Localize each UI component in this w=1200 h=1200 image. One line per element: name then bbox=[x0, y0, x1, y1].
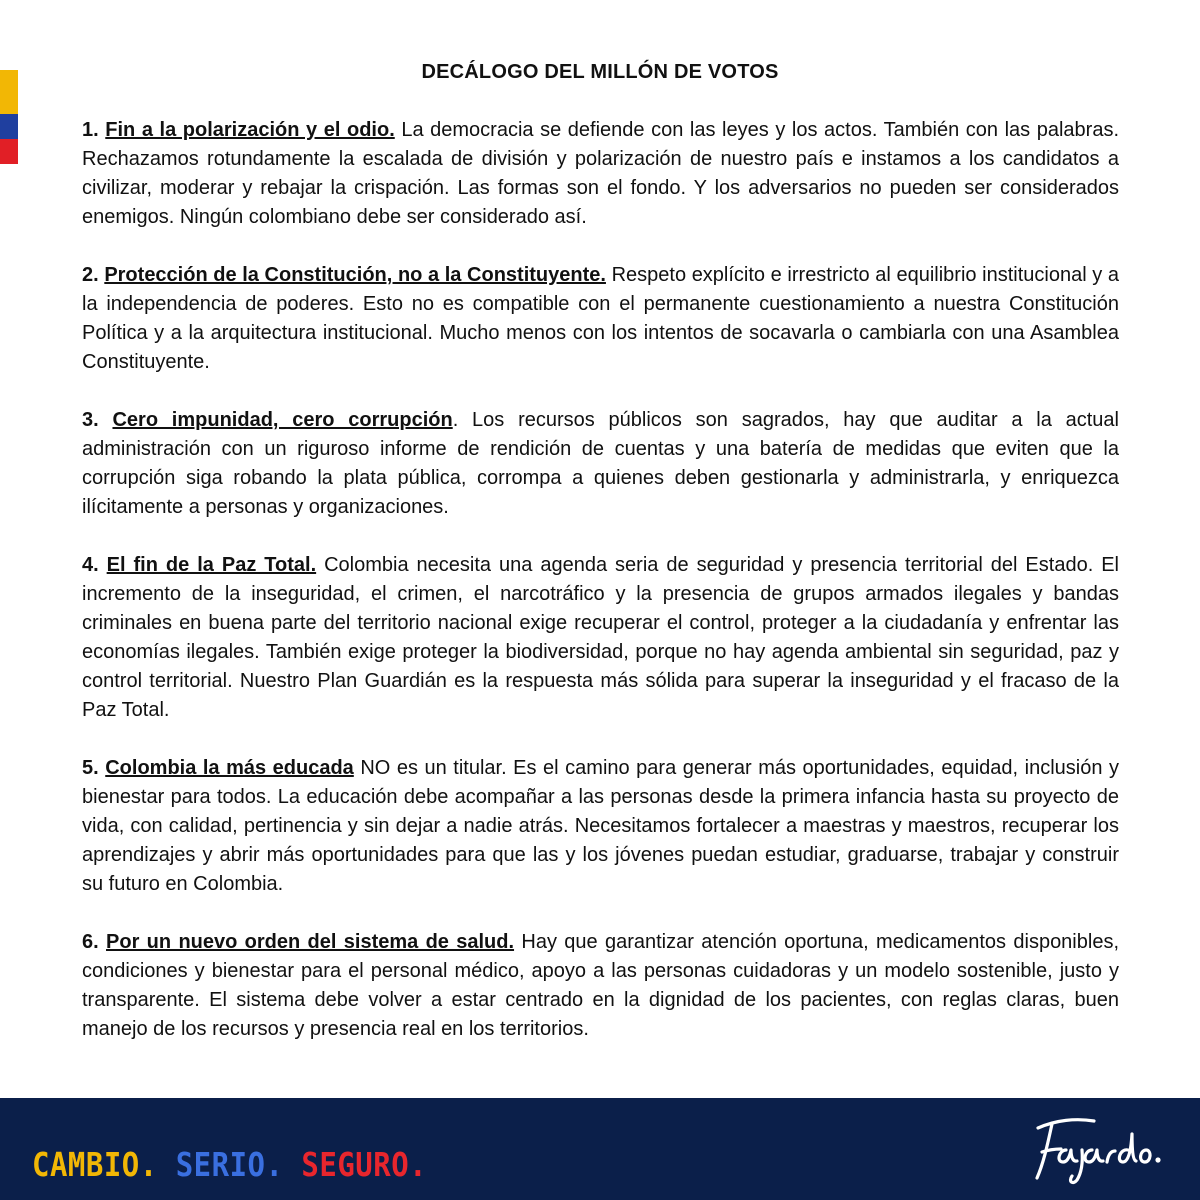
decalogue-item-6 bbox=[82, 928, 1119, 1044]
flag-blue-band bbox=[0, 114, 18, 139]
item-body: La democracia se defiende con las leyes y los actos. También con las palabras. Rechazamos rotundamente la escalada de división y polarización de nuestro país e instamos a los candidatos a civilizar, moderar y rebajar la crispación. Las formas son el fondo. Y los adversarios no pueden ser considerados enemigos. Ningún colombiano debe ser considerado así. bbox=[82, 119, 1119, 228]
flag-red-band bbox=[0, 139, 18, 164]
fajardo-signature-svg bbox=[1028, 1110, 1168, 1188]
item-heading: Fin a la polarización y el odio. bbox=[105, 119, 395, 141]
item-heading: Por un nuevo orden del sistema de salud. bbox=[106, 931, 515, 953]
item-number: 3. bbox=[82, 409, 99, 431]
colombia-flag-stripe bbox=[0, 70, 18, 164]
slogan-word-cambio: CAMBIO. bbox=[32, 1146, 158, 1185]
document-title: DECÁLOGO DEL MILLÓN DE VOTOS bbox=[421, 61, 779, 83]
item-heading: Protección de la Constitución, no a la Constituyente. bbox=[104, 264, 606, 286]
decalogue-item-1 bbox=[82, 116, 1119, 232]
item-number: 2. bbox=[82, 264, 99, 286]
decalogue-item-3 bbox=[82, 406, 1119, 522]
item-number: 1. bbox=[82, 119, 99, 141]
signature-logo bbox=[1028, 1110, 1168, 1193]
item-number: 4. bbox=[82, 554, 99, 576]
decalogue-list bbox=[82, 116, 1119, 1073]
item-heading: Cero impunidad, cero corrupción bbox=[112, 409, 453, 431]
slogan-word-seguro: SEGURO. bbox=[301, 1146, 428, 1185]
decalogue-item-5 bbox=[82, 754, 1119, 899]
item-body: Colombia necesita una agenda seria de seguridad y presencia territorial del Estado. El incremento de la inseguridad, el crimen, el narcotráfico y la presencia de grupos armados ilegales y bandas criminales en buena parte del territorio nacional exige recuperar el control, proteger a la ciudadanía y enfrentar las economías ilegales. También exige proteger la biodiversidad, porque no hay agenda ambiental sin seguridad, paz y control territorial. Nuestro Plan Guardián es la respuesta más sólida para superar la inseguridad y el fracaso de la Paz Total. bbox=[82, 554, 1119, 721]
decalogue-item-2 bbox=[82, 261, 1119, 377]
item-body: NO es un titular. Es el camino para generar más oportunidades, equidad, inclusión y bienestar para todos. La educación debe acompañar a las personas desde la primera infancia hasta su proyecto de vida, con calidad, pertinencia y sin dejar a nadie atrás. Necesitamos fortalecer a maestras y maestros, recuperar los aprendizajes y abrir más oportunidades para que las y los jóvenes puedan estudiar, graduarse, trabajar y construir su futuro en Colombia. bbox=[82, 757, 1119, 895]
item-body: Hay que garantizar atención oportuna, medicamentos disponibles, condiciones y bienestar para el personal médico, apoyo a las personas cuidadoras y un modelo sostenible, justo y transparente. El sistema debe volver a estar centrado en la dignidad de los pacientes, con reglas claras, buen manejo de los recursos y presencia real en los territorios. bbox=[82, 931, 1119, 1040]
campaign-slogan bbox=[32, 1146, 427, 1184]
item-number: 6. bbox=[82, 931, 99, 953]
slogan-word-serio: SERIO. bbox=[175, 1146, 284, 1185]
item-body: Respeto explícito e irrestricto al equilibrio institucional y a la independencia de poderes. Esto no es compatible con el permanente cuestionamiento a nuestra Constitución Política y a la arquitectura institucional. Mucho menos con los intentos de socavarla o cambiarla con una Asamblea Constituyente. bbox=[82, 264, 1120, 373]
item-body: . Los recursos públicos son sagrados, hay que auditar a la actual administración con un riguroso informe de rendición de cuentas y una batería de medidas que eviten que la corrupción siga robando la plata pública, corrompa a quienes deben gestionarla y administrarla, y enriquezca ilícitamente a personas y organizaciones. bbox=[82, 409, 1119, 518]
footer-banner bbox=[0, 1098, 1200, 1200]
item-number: 5. bbox=[82, 757, 99, 779]
item-heading: El fin de la Paz Total. bbox=[106, 554, 317, 576]
decalogue-item-4 bbox=[82, 551, 1119, 725]
item-heading: Colombia la más educada bbox=[105, 757, 354, 779]
